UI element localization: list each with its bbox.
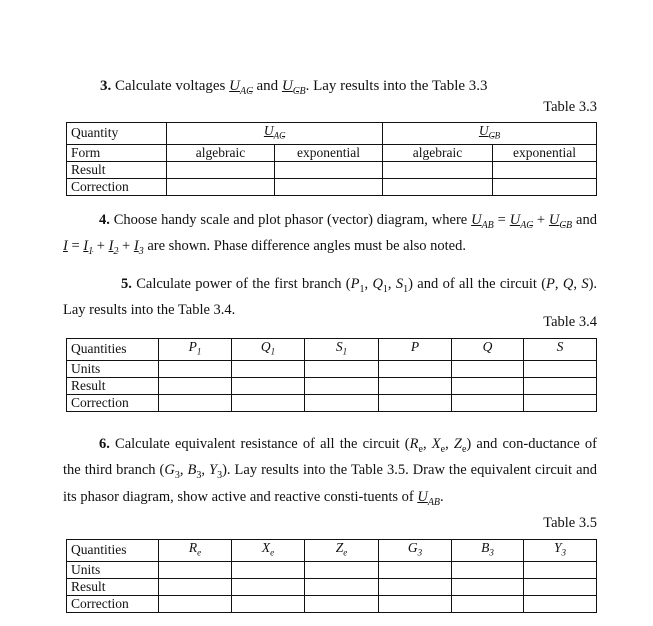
- table-row: [67, 144, 597, 161]
- data-cell[interactable]: [452, 561, 524, 578]
- data-cell[interactable]: [452, 578, 524, 595]
- data-cell[interactable]: [524, 578, 597, 595]
- data-cell[interactable]: [305, 394, 379, 411]
- data-cell[interactable]: [524, 595, 597, 612]
- correction-cell[interactable]: [383, 178, 493, 195]
- u-ac-symbol: $U_{AC}$: [229, 78, 253, 97]
- table-3-5-caption: Table 3.5: [543, 515, 597, 531]
- data-cell[interactable]: [524, 394, 597, 411]
- table-row: [67, 540, 597, 562]
- table-3-4-caption: Table 3.4: [543, 314, 597, 330]
- data-cell[interactable]: [524, 377, 597, 394]
- data-cell[interactable]: [305, 377, 379, 394]
- data-cell[interactable]: [379, 561, 452, 578]
- table-row: [67, 578, 597, 595]
- table-3-3-caption: Table 3.3: [543, 99, 597, 115]
- form-cell: algebraic: [167, 144, 275, 161]
- header-cell: $X_e$: [232, 540, 305, 562]
- table-3-4: [66, 338, 597, 412]
- header-cell: Q: [452, 339, 524, 361]
- header-cell: $R_e$: [159, 540, 232, 562]
- table-row: [67, 339, 597, 361]
- header-cell: $B_3$: [452, 540, 524, 562]
- data-cell[interactable]: [379, 578, 452, 595]
- form-cell: algebraic: [383, 144, 493, 161]
- table-row: [67, 377, 597, 394]
- data-cell[interactable]: [379, 595, 452, 612]
- data-cell[interactable]: [452, 595, 524, 612]
- section-5-paragraph: 5. Calculate power of the first branch ($P_1$, $Q_1$, $S_1$) and of all the circuit (P, Q, S). Lay results into the Table 3.4.: [63, 276, 598, 319]
- result-cell[interactable]: [493, 161, 597, 178]
- data-cell[interactable]: [524, 360, 597, 377]
- table-row: [67, 561, 597, 578]
- data-cell[interactable]: [524, 561, 597, 578]
- row-label: Result: [67, 377, 159, 394]
- data-cell[interactable]: [452, 377, 524, 394]
- row-label: Quantities: [67, 540, 159, 562]
- form-label: Form: [67, 144, 167, 161]
- table-3-3: [66, 122, 597, 196]
- row-label: Correction: [67, 394, 159, 411]
- result-cell[interactable]: [383, 161, 493, 178]
- data-cell[interactable]: [232, 578, 305, 595]
- form-cell: exponential: [275, 144, 383, 161]
- u-cb-symbol: $U_{CB}$: [281, 78, 306, 97]
- data-cell[interactable]: [159, 561, 232, 578]
- row-label: Quantities: [67, 339, 159, 361]
- u-cb-header: $U_{CB}$: [383, 123, 597, 145]
- data-cell[interactable]: [452, 394, 524, 411]
- heading-text: . Lay results into the Table 3.3: [305, 78, 488, 94]
- table-row: [67, 595, 597, 612]
- data-cell[interactable]: [159, 394, 232, 411]
- correction-label: Correction: [67, 178, 167, 195]
- header-cell: P: [379, 339, 452, 361]
- quantity-label: Quantity: [67, 123, 167, 145]
- data-cell[interactable]: [232, 394, 305, 411]
- data-cell[interactable]: [159, 360, 232, 377]
- header-cell: $Y_3$: [524, 540, 597, 562]
- header-cell: $S_1$: [305, 339, 379, 361]
- header-cell: $Z_e$: [305, 540, 379, 562]
- table-row: [67, 161, 597, 178]
- heading-text: and: [252, 78, 282, 94]
- correction-cell[interactable]: [275, 178, 383, 195]
- header-cell: $G_3$: [379, 540, 452, 562]
- row-label: Units: [67, 561, 159, 578]
- data-cell[interactable]: [159, 595, 232, 612]
- result-cell[interactable]: [275, 161, 383, 178]
- section-6-paragraph: 6. Calculate equivalent resistance of all the circuit ($R_e$, $X_e$, $Z_e$) and con-ductance of the third branch ($G_3$, $B_3$, $Y_3$). Lay results into the Table 3.5. Draw the equivalent circuit and its phasor diagram, show active and reactive consti-tuents of $U_{AB}$.: [63, 436, 598, 508]
- data-cell[interactable]: [379, 394, 452, 411]
- data-cell[interactable]: [379, 377, 452, 394]
- row-label: Units: [67, 360, 159, 377]
- table-row: [67, 360, 597, 377]
- data-cell[interactable]: [159, 377, 232, 394]
- data-cell[interactable]: [305, 561, 379, 578]
- result-cell[interactable]: [167, 161, 275, 178]
- section-4-paragraph: 4. Choose handy scale and plot phasor (vector) diagram, where $U_{AB} = U_{AC} + U_{CB}$ and $I = I_1 + I_2 + I_3$ are shown. Phase difference angles must be also noted.: [63, 212, 597, 258]
- table-row: [67, 178, 597, 195]
- form-cell: exponential: [493, 144, 597, 161]
- table-row: [67, 394, 597, 411]
- header-cell: $Q_1$: [232, 339, 305, 361]
- data-cell[interactable]: [305, 595, 379, 612]
- data-cell[interactable]: [305, 578, 379, 595]
- section-3-heading: [100, 78, 488, 97]
- correction-cell[interactable]: [493, 178, 597, 195]
- data-cell[interactable]: [305, 360, 379, 377]
- data-cell[interactable]: [232, 595, 305, 612]
- result-label: Result: [67, 161, 167, 178]
- heading-text: Calculate voltages: [115, 78, 230, 94]
- table-row: [67, 123, 597, 145]
- data-cell[interactable]: [379, 360, 452, 377]
- data-cell[interactable]: [232, 377, 305, 394]
- u-ac-header: $U_{AC}$: [167, 123, 383, 145]
- data-cell[interactable]: [232, 360, 305, 377]
- header-cell: $P_1$: [159, 339, 232, 361]
- section-number: 3.: [100, 78, 112, 94]
- table-3-5: [66, 539, 597, 613]
- row-label: Correction: [67, 595, 159, 612]
- data-cell[interactable]: [232, 561, 305, 578]
- row-label: Result: [67, 578, 159, 595]
- header-cell: S: [524, 339, 597, 361]
- data-cell[interactable]: [452, 360, 524, 377]
- correction-cell[interactable]: [167, 178, 275, 195]
- data-cell[interactable]: [159, 578, 232, 595]
